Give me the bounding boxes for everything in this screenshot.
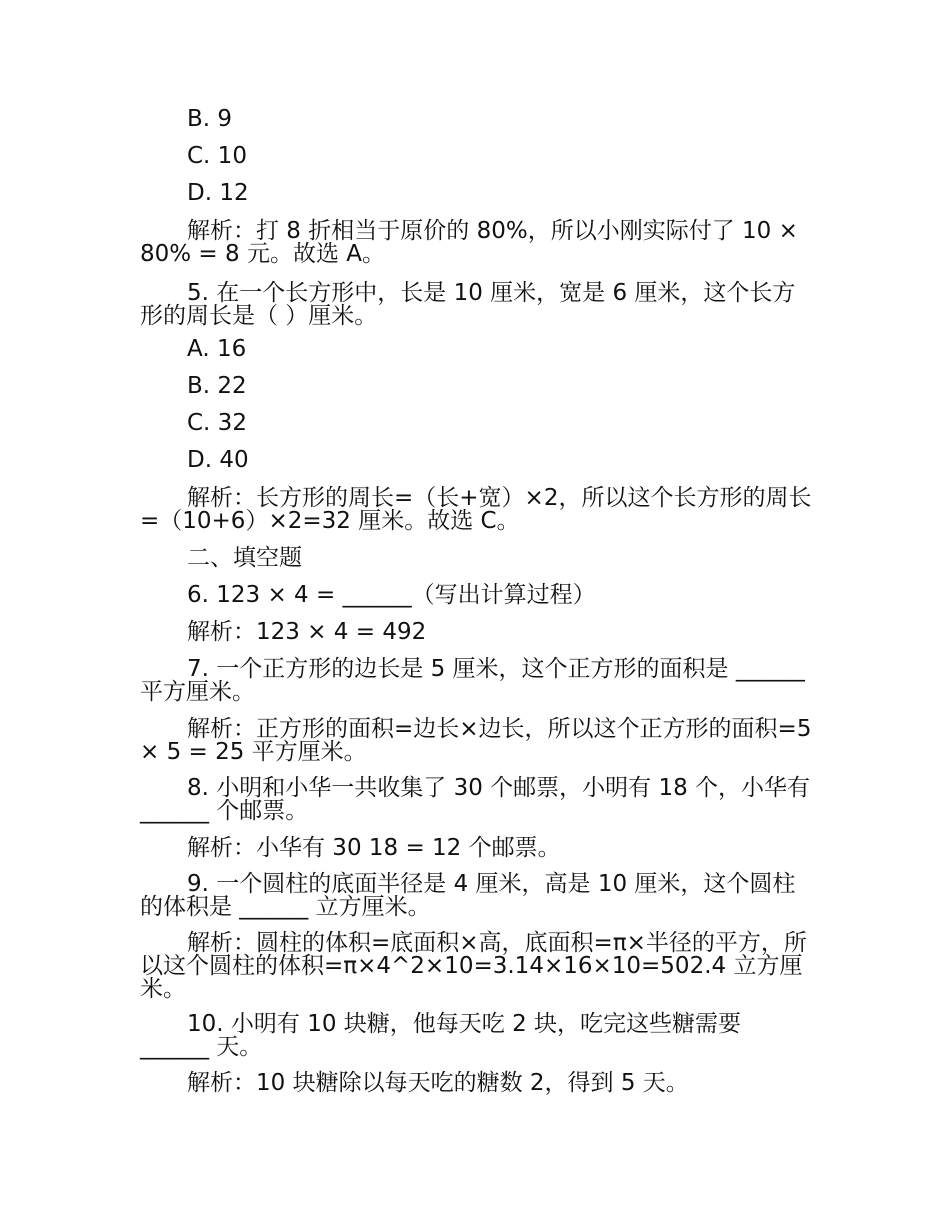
question-7: 7. 一个正方形的边长是 5 厘米，这个正方形的面积是 ______ 平方厘米。 — [140, 656, 805, 705]
analysis-q5: 解析：长方形的周长=（长+宽）×2，所以这个长方形的周长=（10+6）×2=32 厘米。故选 C。 — [140, 485, 812, 534]
option-c-q5: C. 32 — [187, 410, 247, 436]
question-10: 10. 小明有 10 块糖，他每天吃 2 块，吃完这些糖需要 ______ 天。 — [140, 1011, 742, 1060]
analysis-q4: 解析：打 8 折相当于原价的 80%，所以小刚实际付了 10 × 80% = 8 元。故选 A。 — [140, 218, 798, 267]
option-a-q5: A. 16 — [187, 336, 247, 362]
option-c-q4: C. 10 — [187, 143, 247, 169]
option-b-q5: B. 22 — [187, 373, 247, 399]
analysis-q6: 解析：123 × 4 = 492 — [187, 619, 427, 645]
option-d-q4: D. 12 — [187, 180, 249, 206]
analysis-q7: 解析：正方形的面积=边长×边长，所以这个正方形的面积=5 × 5 = 25 平方厘米。 — [140, 716, 812, 765]
analysis-q8: 解析：小华有 30 18 = 12 个邮票。 — [187, 835, 561, 861]
question-8: 8. 小明和小华一共收集了 30 个邮票，小明有 18 个，小华有 ______ 个邮票。 — [140, 775, 811, 824]
option-d-q5: D. 40 — [187, 447, 249, 473]
analysis-q10: 解析：10 块糖除以每天吃的糖数 2，得到 5 天。 — [187, 1070, 689, 1096]
question-5: 5. 在一个长方形中，长是 10 厘米，宽是 6 厘米，这个长方形的周长是（ ）厘米。 — [140, 280, 796, 329]
analysis-q9: 解析：圆柱的体积=底面积×高，底面积=π×半径的平方，所以这个圆柱的体积=π×4^2×10=3.14×16×10=502.4 立方厘米。 — [140, 930, 807, 1002]
option-b-q4: B. 9 — [187, 106, 233, 132]
section-heading-fill-blank: 二、填空题 — [187, 545, 302, 571]
question-6: 6. 123 × 4 = ______（写出计算过程） — [187, 582, 596, 608]
question-9: 9. 一个圆柱的底面半径是 4 厘米，高是 10 厘米，这个圆柱的体积是 ______ 立方厘米。 — [140, 871, 796, 920]
